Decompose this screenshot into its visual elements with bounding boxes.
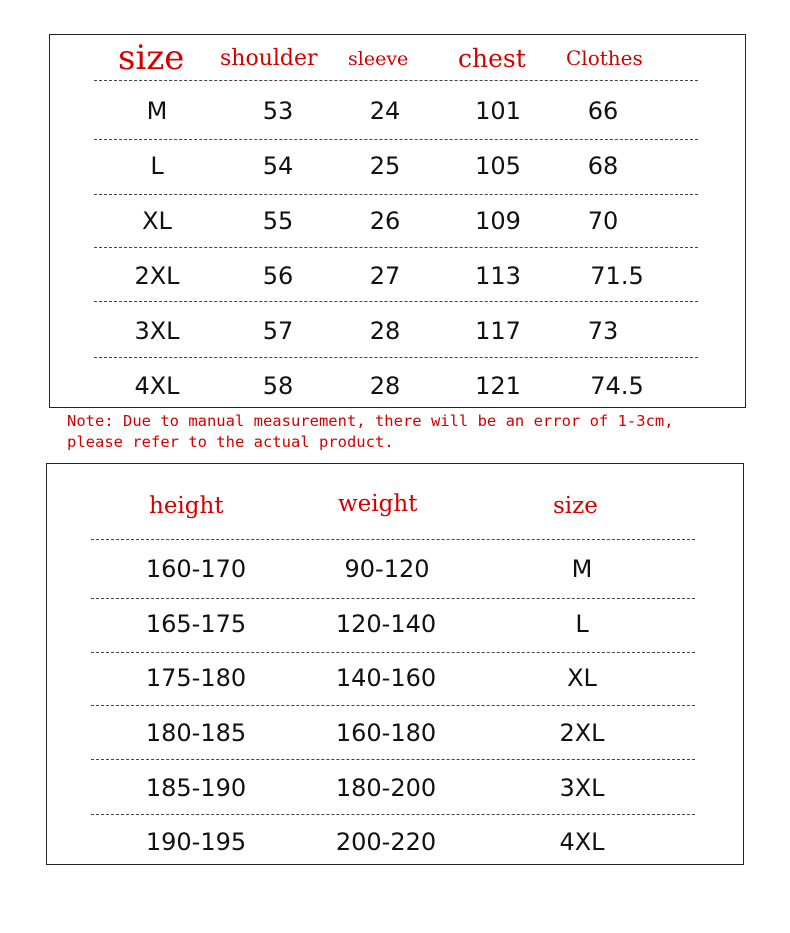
shoulder-cell: 57 (262, 317, 294, 345)
chest-cell: 105 (475, 152, 521, 180)
fit-separator (91, 705, 695, 706)
size-cell: 2XL (134, 262, 180, 290)
size-separator (94, 357, 698, 358)
size-separator (94, 139, 698, 140)
weight-cell: 90-120 (344, 555, 430, 583)
shoulder-cell: 55 (262, 207, 294, 235)
fit-size-cell: M (571, 555, 593, 583)
fit-separator (91, 814, 695, 815)
chest-cell: 121 (475, 372, 521, 400)
size-separator (94, 301, 698, 302)
weight-header: weight (338, 491, 418, 517)
weight-cell: 160-180 (335, 719, 437, 747)
size-header: size (118, 38, 185, 78)
weight-cell: 200-220 (335, 828, 437, 856)
size-separator (94, 247, 698, 248)
clothes-header: Clothes (566, 46, 643, 70)
shoulder-header: shoulder (220, 46, 318, 71)
fit-separator (91, 598, 695, 599)
sleeve-header: sleeve (348, 48, 409, 70)
sleeve-cell: 24 (369, 97, 401, 125)
weight-cell: 180-200 (335, 774, 437, 802)
size-cell: 3XL (134, 317, 180, 345)
height-cell: 185-190 (145, 774, 247, 802)
height-cell: 165-175 (145, 610, 247, 638)
sleeve-cell: 28 (369, 372, 401, 400)
fit-separator (91, 759, 695, 760)
size-separator (94, 80, 698, 81)
weight-cell: 120-140 (335, 610, 437, 638)
sleeve-cell: 25 (369, 152, 401, 180)
clothes-cell: 68 (587, 152, 619, 180)
chest-header: chest (458, 44, 526, 73)
sleeve-cell: 28 (369, 317, 401, 345)
clothes-cell: 74.5 (590, 372, 644, 400)
sleeve-cell: 27 (369, 262, 401, 290)
chest-cell: 101 (475, 97, 521, 125)
height-header: height (149, 493, 224, 519)
height-cell: 160-170 (145, 555, 247, 583)
height-cell: 175-180 (145, 664, 247, 692)
fit-size-cell: XL (567, 664, 597, 692)
fit-size-header: size (553, 493, 598, 519)
clothes-cell: 73 (587, 317, 619, 345)
chest-cell: 113 (475, 262, 521, 290)
shoulder-cell: 53 (262, 97, 294, 125)
measurement-note (67, 411, 674, 453)
fit-size-cell: 2XL (559, 719, 605, 747)
chest-cell: 117 (475, 317, 521, 345)
shoulder-cell: 58 (262, 372, 294, 400)
height-cell: 190-195 (145, 828, 247, 856)
shoulder-cell: 56 (262, 262, 294, 290)
sleeve-cell: 26 (369, 207, 401, 235)
note-line-1: Note: Due to manual measurement, there will be an error of 1-3cm, (67, 412, 674, 430)
weight-cell: 140-160 (335, 664, 437, 692)
fit-separator (91, 652, 695, 653)
clothes-cell: 66 (587, 97, 619, 125)
fit-separator (91, 539, 695, 540)
size-separator (94, 194, 698, 195)
clothes-cell: 70 (587, 207, 619, 235)
clothes-cell: 71.5 (590, 262, 644, 290)
size-cell: M (146, 97, 168, 125)
fit-size-cell: 4XL (559, 828, 605, 856)
fit-size-cell: L (575, 610, 589, 638)
chest-cell: 109 (475, 207, 521, 235)
fit-size-cell: 3XL (559, 774, 605, 802)
size-cell: 4XL (134, 372, 180, 400)
size-cell: XL (142, 207, 172, 235)
note-line-2: please refer to the actual product. (67, 433, 394, 451)
height-cell: 180-185 (145, 719, 247, 747)
size-cell: L (150, 152, 164, 180)
shoulder-cell: 54 (262, 152, 294, 180)
